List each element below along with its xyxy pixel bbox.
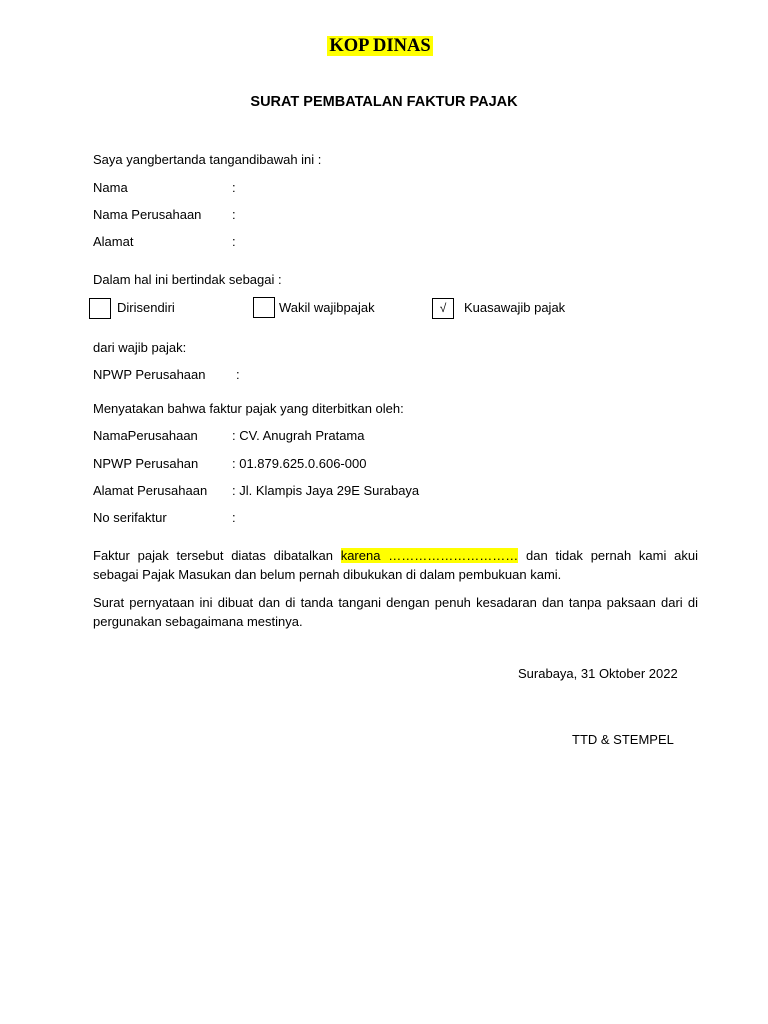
issuer-value-nama: : CV. Anugrah Pratama [232, 428, 365, 443]
npwp-perusahaan-label: NPWP Perusahaan [93, 367, 206, 382]
statement-paragraph: Surat pernyataan ini dibuat dan di tanda tangani dengan penuh kesadaran dan tanpa paksaan dari di pergunakan sebagaimana mestinya. [93, 595, 698, 629]
option-label-dirisendiri: Dirisendiri [117, 300, 175, 315]
checkbox-kuasawajib-pajak[interactable]: √ [432, 298, 454, 319]
field-sep-alamat: : [232, 234, 236, 249]
field-label-alamat: Alamat [93, 234, 134, 249]
cancellation-text-before: Faktur pajak tersebut diatas dibatalkan [93, 548, 341, 563]
signature-stamp-label: TTD & STEMPEL [572, 732, 674, 747]
issuer-label-no-seri: No serifaktur [93, 510, 167, 525]
document-title: SURAT PEMBATALAN FAKTUR PAJAK [250, 94, 518, 110]
cancellation-paragraph [93, 547, 698, 584]
letterhead [0, 36, 760, 57]
cancellation-reason-highlight: karena ………………………… [340, 548, 519, 563]
option-label-wakil-wajibpajak: Wakil wajibpajak [279, 300, 375, 315]
issuer-value-alamat: : Jl. Klampis Jaya 29E Surabaya [232, 483, 420, 498]
issuer-label-npwp: NPWP Perusahan [93, 456, 199, 471]
issuer-label-alamat: Alamat Perusahaan [93, 483, 208, 498]
checkbox-wakil-wajibpajak[interactable] [253, 297, 275, 318]
field-label-nama-perusahaan: Nama Perusahaan [93, 207, 202, 222]
npwp-perusahaan-sep: : [236, 367, 240, 382]
field-label-nama: Nama [93, 180, 128, 195]
cancellation-text-after: dan tidak pernah kami akui sebagai Pajak Masukan dan belum pernah dibukukan di dalam pembukuan kami. [93, 548, 698, 582]
issuer-value-no-seri: : [232, 510, 236, 525]
issuer-label-nama: NamaPerusahaan [93, 428, 198, 443]
field-sep-nama-perusahaan: : [232, 207, 236, 222]
letterhead-text: KOP DINAS [329, 36, 431, 56]
place-date: Surabaya, 31 Oktober 2022 [518, 666, 678, 681]
issuer-value-npwp: : 01.879.625.0.606-000 [232, 456, 367, 471]
option-label-kuasawajib-pajak: Kuasawajib pajak [464, 300, 566, 315]
acting-as-label: Dalam hal ini bertindak sebagai : [93, 272, 282, 287]
checkbox-dirisendiri[interactable] [89, 298, 111, 319]
taxpayer-label: dari wajib pajak: [93, 340, 187, 355]
intro-text: Saya yangbertanda tangandibawah ini : [93, 152, 322, 167]
field-sep-nama: : [232, 180, 236, 195]
issuer-intro: Menyatakan bahwa faktur pajak yang diterbitkan oleh: [93, 401, 404, 416]
